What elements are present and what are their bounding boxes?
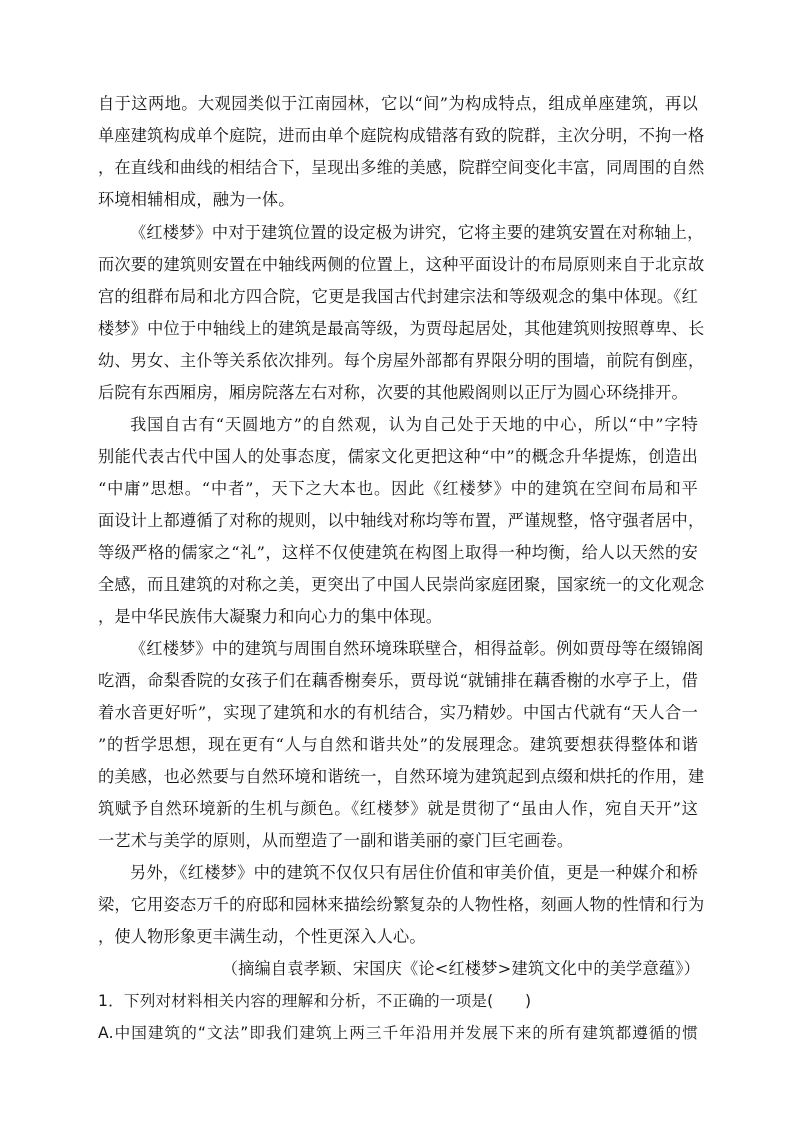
text-line: 另外，《红楼梦》中的建筑不仅仅只有居住价值和审美价值，更是一种媒介和桥 [130, 863, 698, 882]
text-line: 单座建筑构成单个庭院，进而由单个庭院构成错落有致的院群，主次分明，不拘一格 [98, 126, 705, 145]
text-line: “中庸”思想。“中者”，天下之大本也。因此《红楼梦》中的建筑在空间布局和平 [98, 479, 698, 498]
text-line: ，是中华民族伟大凝聚力和向心力的集中体现。 [98, 607, 443, 626]
text-line: 筑赋予自然环境新的生机与颜色。《红楼梦》就是贯彻了“虽由人作，宛自天开”这 [98, 799, 698, 818]
text-line: 环境相辅相成，融为一体。 [98, 190, 295, 209]
text-line: 着水音更好听”，实现了建筑和水的有机结合，实乃精妙。中国古代就有“天人合一 [98, 703, 698, 722]
text-line: 后院有东西厢房，厢房院落左右对称，次要的其他殿阁则以正厅为圆心环绕排开。 [98, 383, 688, 402]
text-line: 一艺术与美学的原则，从而塑造了一副和谐美丽的豪门巨宅画卷。 [98, 831, 574, 850]
source-citation: （摘编自袁孝颖、宋国庆《论<红楼梦>建筑文化中的美学意蕴》） [221, 959, 700, 978]
text-line: 而次要的建筑则安置在中轴线两侧的位置上，这种平面设计的布局原则来自于北京故 [98, 255, 705, 274]
text-line: 《红楼梦》中对于建筑位置的设定极为讲究，它将主要的建筑安置在对称轴上， [130, 223, 704, 242]
text-line: 幼、男女、主仆等关系依次排列。每个房屋外部都有界限分明的围墙，前院有倒座， [98, 351, 705, 370]
question-stem: 1．下列对材料相关内容的理解和分析，不正确的一项是( ) [98, 992, 532, 1010]
text-line: 的美感，也必然要与自然环境和谐统一，自然环境为建筑起到点缀和烘托的作用，建 [98, 767, 705, 786]
text-line: 全感，而且建筑的对称之美，更突出了中国人民崇尚家庭团聚，国家统一的文化观念 [98, 575, 705, 594]
text-line: 等级严格的儒家之“礼”，这样不仅使建筑在构图上取得一种均衡，给人以天然的安 [98, 543, 698, 562]
text-line: 别能代表古代中国人的处事态度，儒家文化更把这种“中”的概念升华提炼，创造出 [98, 447, 698, 466]
text-line: ”的哲学思想，现在更有“人与自然和谐共处”的发展理念。建筑要想获得整体和谐 [98, 735, 698, 754]
text-line: ，使人物形象更丰满生动，个性更深入人心。 [98, 927, 426, 946]
text-line: 吃酒，命梨香院的女孩子们在藕香榭奏乐，贾母说“就铺排在藕香榭的水亭子上，借 [98, 671, 698, 690]
text-line: ，在直线和曲线的相结合下，呈现出多维的美感，院群空间变化丰富，同周围的自然 [98, 158, 705, 177]
text-line: 楼梦》中位于中轴线上的建筑是最高等级，为贾母起居处，其他建筑则按照尊卑、长 [98, 319, 705, 338]
text-line: 我国自古有“天圆地方”的自然观，认为自己处于天地的中心，所以“中”字特 [130, 415, 698, 434]
text-line: 面设计上都遵循了对称的规则，以中轴线对称均等布置，严谨规整，恪守强者居中， [98, 511, 705, 530]
answer-option-a: A.中国建筑的“文法”即我们建筑上两三千年沿用并发展下来的所有建筑都遵循的惯 [98, 1024, 698, 1042]
text-line: 梁，它用姿态万千的府邸和园林来描绘纷繁复杂的人物性格，刻画人物的性情和行为 [98, 895, 705, 914]
text-line: 《红楼梦》中的建筑与周围自然环境珠联壁合，相得益彰。例如贾母等在缀锦阁 [130, 639, 704, 658]
text-line: 宫的组群布局和北方四合院，它更是我国古代封建宗法和等级观念的集中体现。《红 [98, 287, 698, 306]
text-line: 自于这两地。大观园类似于江南园林，它以“间”为构成特点，组成单座建筑，再以 [98, 94, 698, 113]
